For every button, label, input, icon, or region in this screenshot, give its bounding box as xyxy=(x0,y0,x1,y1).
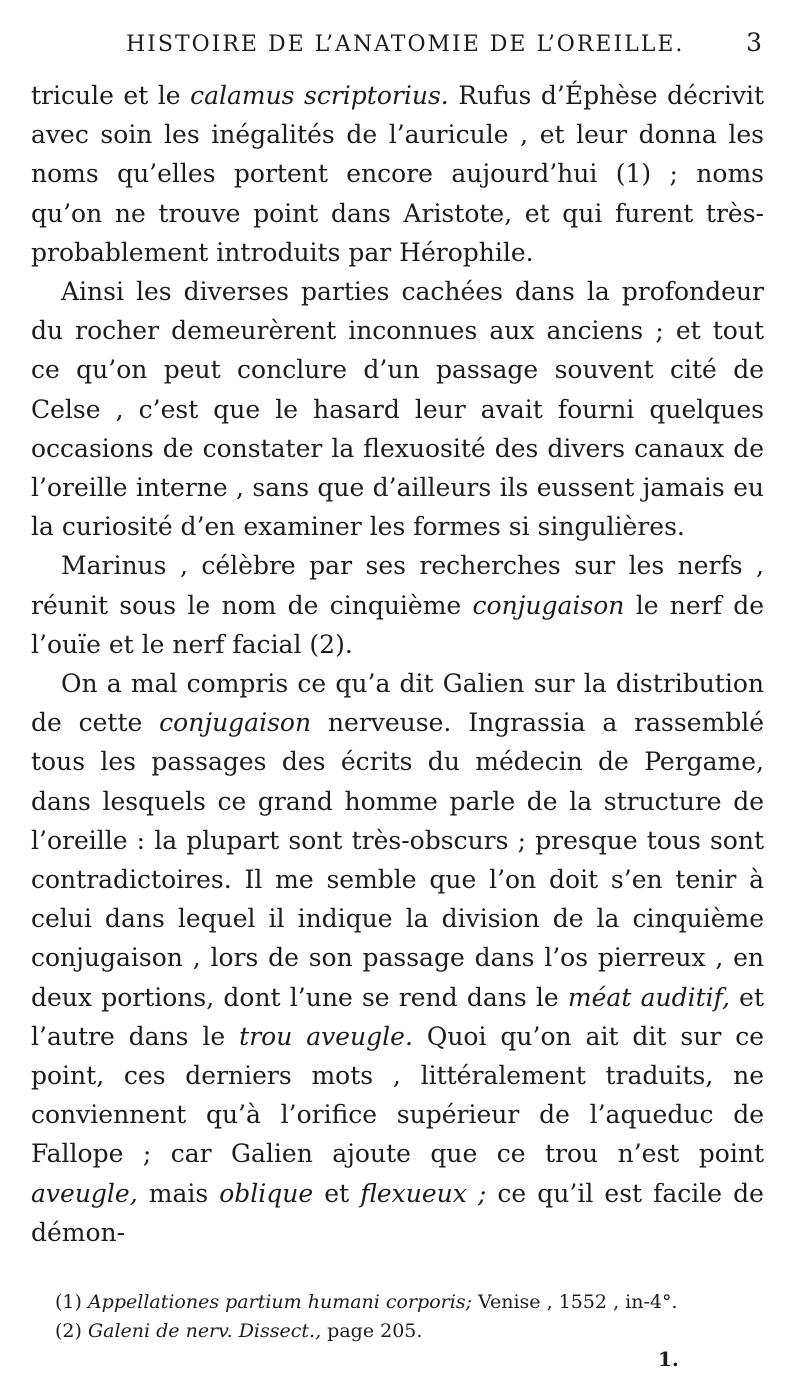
paragraph-1-segment-3: Rufus d’Éphèse décrivit avec soin les inégalités de l’auricule , et leur donna les noms qu’elles portent encore aujourd’hui (1) ; noms qu’on ne trouve point dans Aristote, et qui furent très-probablement introduits par Hérophile. xyxy=(31,81,765,267)
paragraph-3-segment-2: conjugaison xyxy=(472,590,625,620)
paragraph-2-segment-1: Ainsi les diverses parties cachées dans la profondeur du rocher demeurèrent inconnues aux anciens ; et tout ce qu’on peut conclure d’un passage souvent cité de Celse , c’est que le hasard leur avait fourni quelques occasions de constater la flexuosité des divers canaux de l’oreille interne , sans que d’ailleurs ils eussent jamais eu la curiosité d’en examiner les formes si singulières. xyxy=(31,277,764,542)
footnote-2-segment-2: Galeni de nerv. Dissect., xyxy=(87,1320,322,1343)
paragraph-4-segment-13: ce qu’il est facile de démon- xyxy=(31,1178,764,1247)
paragraph-3-segment-3: le nerf de l’ouïe et le nerf facial (2). xyxy=(31,590,764,659)
paragraph-4-segment-1: On a mal compris ce qu’a dit Galien sur la distribution de cette xyxy=(31,669,764,738)
page-number: 3 xyxy=(746,28,764,57)
paragraph-2 xyxy=(31,272,764,546)
footnote-2-segment-3: page 205. xyxy=(321,1320,423,1343)
paragraph-1-segment-2: calamus scriptorius. xyxy=(190,81,449,110)
signature-mark: 1. xyxy=(658,1347,679,1371)
paragraph-4-segment-8: aveugle, xyxy=(31,1178,138,1208)
footnote-1 xyxy=(55,1288,764,1317)
paragraph-4-segment-3: nerveuse. Ingrassia a rassemblé tous les passages des écrits du médecin de Pergame, dans lesquels ce grand homme parle de la structure de l’oreille : la plupart sont très-obscurs ; presque tous sont contradictoires. Il me semble que l’on doit s’en tenir à celui dans lequel il indique la division de la cinquième conjugaison , lors de son passage dans l’os pierreux , en deux portions, dont l’une se rend dans le xyxy=(31,708,764,1012)
paragraph-4-segment-2: conjugaison xyxy=(159,708,312,738)
paragraph-3-segment-1: Marinus , célèbre par ses recherches sur les nerfs , réunit sous le nom de cinquième xyxy=(31,551,764,620)
footnote-1-segment-1: (1) xyxy=(55,1291,88,1314)
paragraph-4-segment-7: Quoi qu’on ait dit sur ce point, ces derniers mots , littéralement traduits, ne conviennent qu’à l’orifice supérieur de l’aqueduc de Fallope ; car Galien ajoute que ce trou n’est point xyxy=(31,1021,764,1169)
running-title: HISTOIRE DE L’ANATOMIE DE L’OREILLE. xyxy=(126,32,685,57)
paragraph-4-segment-11: et xyxy=(313,1178,361,1208)
footnote-1-segment-3: Venise , 1552 , in-4°. xyxy=(471,1291,678,1314)
running-header xyxy=(31,28,764,72)
footnote-2 xyxy=(55,1317,764,1346)
footnotes xyxy=(31,1288,764,1346)
paragraph-4 xyxy=(31,664,764,1252)
paragraph-4-segment-12: flexueux ; xyxy=(360,1178,487,1208)
paragraph-3 xyxy=(31,546,764,664)
paragraph-4-segment-9: mais xyxy=(137,1178,220,1208)
main-text xyxy=(31,76,764,1252)
footnote-2-segment-1: (2) xyxy=(55,1320,88,1343)
paragraph-1 xyxy=(31,76,764,272)
paragraph-4-segment-4: méat auditif, xyxy=(567,982,730,1012)
footnote-1-segment-2: Appellationes partium humani corporis; xyxy=(87,1291,472,1314)
paragraph-4-segment-6: trou aveugle. xyxy=(239,1021,413,1051)
paragraph-4-segment-10: oblique xyxy=(219,1178,314,1208)
paragraph-4-segment-5: et l’autre dans le xyxy=(31,982,765,1051)
paragraph-1-segment-1: tricule et le xyxy=(31,81,191,110)
